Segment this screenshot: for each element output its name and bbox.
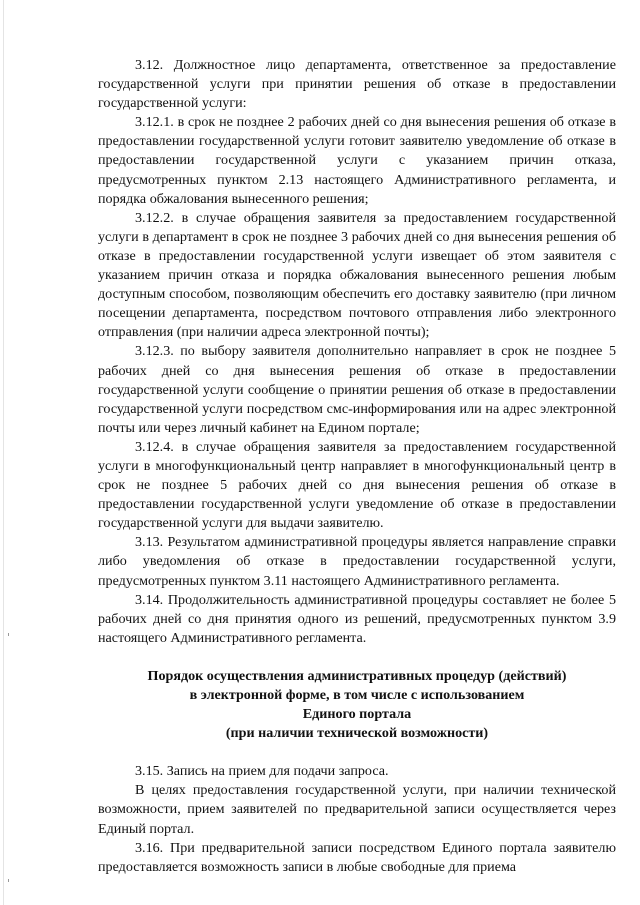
paragraph-3-12-1: 3.12.1. в срок не позднее 2 рабочих дней со дня вынесения решения об отказе в предоставлении государственной услуги готовит заявителю уведомление об отказе в предоставлении государственной услуги с указанием причин отказа, предусмотренных пунктом 2.13 настоящего Административного регламента, и порядка обжалования вынесенного решения; bbox=[98, 114, 616, 207]
spacer bbox=[98, 648, 616, 667]
heading-line: в электронной форме, в том числе с использованием bbox=[189, 687, 525, 703]
page-edge-line bbox=[3, 0, 4, 905]
paragraph-3-12-4: 3.12.4. в случае обращения заявителя за предоставлением государственной услуги в многофункциональный центр направляет в многофункциональный центр в срок не позднее 5 рабочих дней со дня вынесения решения об отказе в предоставлении государственной услуги уведомление об отказе в предоставлении государственной услуги для выдачи заявителю. bbox=[98, 438, 616, 532]
paragraph-3-12-2: 3.12.2. в случае обращения заявителя за предоставлением государственной услуги в департамент в срок не позднее 3 рабочих дней со дня вынесения решения об отказе в предоставлении государственной услуги извещает об этом заявителя с указанием причин отказа и порядка обжалования вынесенного решения любым доступным способом, позволяющим обеспечить его доставку заявителю (при личном посещении департамента, посредством почтового отправления либо электронного отправления (при наличии адреса электронной почты); bbox=[98, 209, 616, 341]
margin-mark bbox=[8, 633, 9, 636]
margin-mark bbox=[8, 879, 9, 882]
paragraph-3-12: 3.12. Должностное лицо департамента, ответственное за предоставление государственной услуги при принятии решения об отказе в предоставлении государственной услуги: bbox=[98, 57, 616, 112]
heading-line: Порядок осуществления административных процедур (действий) bbox=[147, 667, 567, 684]
heading-line: Единого портала bbox=[302, 706, 412, 723]
paragraph-online-appointment: В целях предоставления государственной услуги, при наличии технической возможности, прием заявителей по предварительной записи осуществляется через Единый портал. bbox=[98, 782, 616, 837]
paragraph-3-15: 3.15. Запись на прием для подачи запроса. bbox=[135, 763, 389, 780]
document-page bbox=[98, 56, 616, 877]
heading-line: (при наличии технической возможности) bbox=[225, 725, 489, 742]
paragraph-3-13: 3.13. Результатом административной процедуры является направление справки либо уведомления об отказе в предоставлении государственной услуги, предусмотренных пунктом 3.11 настоящего Административного регламента. bbox=[98, 534, 616, 589]
paragraph-3-14: 3.14. Продолжительность административной процедуры составляет не более 5 рабочих дней со дня принятия одного из решений, предусмотренных пунктом 3.9 настоящего Административного регламента. bbox=[98, 591, 616, 646]
paragraph-3-16: 3.16. При предварительной записи посредством Единого портала заявителю предоставляется возможность записи в любые свободные для приема bbox=[98, 839, 616, 875]
paragraph-3-12-3: 3.12.3. по выбору заявителя дополнительно направляет в срок не позднее 5 рабочих дней со дня вынесения решения об отказе в предоставлении государственной услуги сообщение о принятии решения об отказе в предоставлении государственной услуги посредством смс-информирования или на адрес электронной почты или через личный кабинет на Едином портале; bbox=[98, 343, 616, 436]
spacer bbox=[98, 743, 616, 762]
section-heading bbox=[98, 667, 616, 743]
